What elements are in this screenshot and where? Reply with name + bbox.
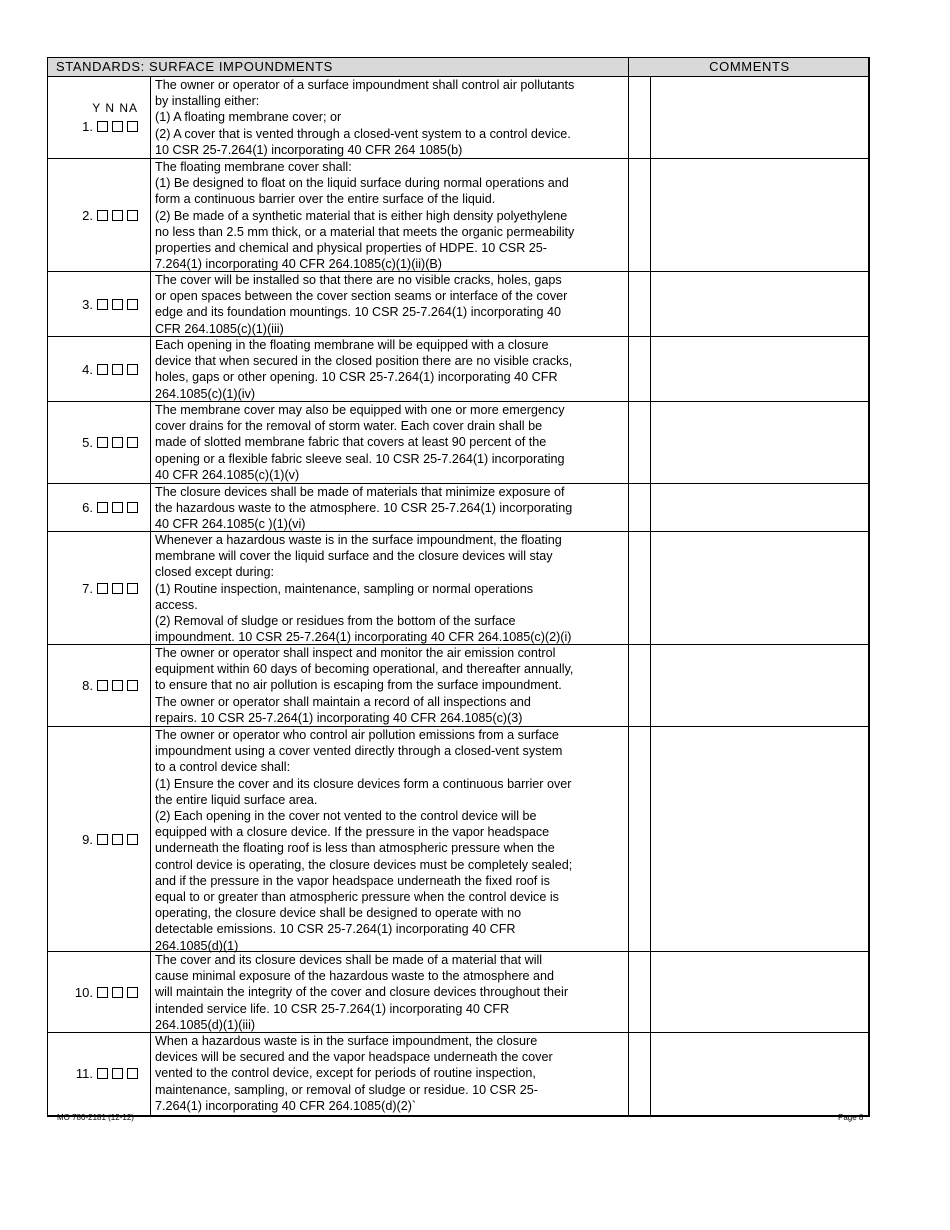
blank-cell: [628, 402, 651, 483]
table-row: [48, 272, 868, 337]
table-row: [48, 77, 868, 159]
text-line: The cover will be installed so that there are no visible cracks, holes, gaps: [155, 273, 562, 287]
blank-cell: [628, 952, 651, 1032]
checkbox-na[interactable]: [127, 680, 138, 691]
checkbox-cell: [48, 337, 151, 401]
item-number: 2.: [82, 207, 93, 223]
blank-cell: [628, 159, 651, 271]
text-line: (2) Be made of a synthetic material that is either high density polyethylene: [155, 208, 568, 223]
text-line: opening or a flexible fabric sleeve seal. 10 CSR 25-7.264(1) incorporating: [155, 451, 565, 466]
blank-cell: [628, 77, 651, 158]
text-line: The cover and its closure devices shall be made of a material that will: [155, 953, 543, 967]
ynna-labels: Y N NA: [92, 101, 138, 115]
checkbox-no[interactable]: [112, 1068, 123, 1079]
blank-cell: [628, 645, 651, 726]
checkbox-yes[interactable]: [97, 834, 108, 845]
checkbox-no[interactable]: [112, 987, 123, 998]
table-row: [48, 645, 868, 727]
checkbox-no[interactable]: [112, 299, 123, 310]
text-line: no less than 2.5 mm thick, or a material that meets the organic permeability: [155, 224, 575, 239]
comments-field[interactable]: [650, 76, 651, 1115]
item-number: 9.: [82, 831, 93, 847]
text-line: cause minimal exposure of the hazardous waste to the atmosphere and: [155, 969, 555, 984]
checkbox-na[interactable]: [127, 299, 138, 310]
checkbox-no[interactable]: [112, 364, 123, 375]
text-line: cover drains for the removal of storm water. Each cover drain shall be: [155, 419, 543, 434]
text-line: equipped with a closure device. If the pressure in the vapor headspace: [155, 825, 550, 840]
text-line: 7.264(1) incorporating 40 CFR 264.1085(d)(2)`: [155, 1098, 417, 1113]
checkbox-cell: [48, 484, 151, 531]
item-number: 10.: [74, 984, 93, 1000]
text-line: the entire liquid surface area.: [155, 792, 318, 807]
checkbox-cell: [48, 77, 151, 158]
requirement-text: [155, 402, 627, 483]
table-row: [48, 484, 868, 532]
blank-cell: [628, 484, 651, 531]
text-line: closed except during:: [155, 565, 275, 580]
text-line: edge and its foundation mountings. 10 CSR 25-7.264(1) incorporating 40: [155, 305, 562, 320]
text-line: impoundment. 10 CSR 25-7.264(1) incorporating 40 CFR 264.1085(c)(2)(i): [155, 630, 572, 645]
text-line: The owner or operator shall inspect and monitor the air emission control: [155, 646, 556, 660]
checkbox-yes[interactable]: [97, 437, 108, 448]
checkbox-cell: [48, 952, 151, 1032]
text-line: or open spaces between the cover section seams or interface of the cover: [155, 289, 568, 304]
table-row: [48, 532, 868, 645]
checkbox-no[interactable]: [112, 583, 123, 594]
text-line: underneath the floating roof is less than atmospheric pressure when the: [155, 841, 555, 856]
text-line: form a continuous barrier over the entire surface of the liquid.: [155, 192, 496, 207]
checkbox-cell: [48, 402, 151, 483]
blank-cell: [628, 337, 651, 401]
checkbox-yes[interactable]: [97, 121, 108, 132]
checkbox-no[interactable]: [112, 502, 123, 513]
text-line: membrane will cover the liquid surface and the closure devices will stay: [155, 549, 553, 564]
blank-cell: [628, 727, 651, 951]
item-number: 4.: [82, 361, 93, 377]
text-line: 40 CFR 264.1085(c)(1)(v): [155, 467, 300, 482]
text-line: the hazardous waste to the atmosphere. 10 CSR 25-7.264(1) incorporating: [155, 501, 573, 516]
checkbox-na[interactable]: [127, 1068, 138, 1079]
item-number: 5.: [82, 435, 93, 450]
text-line: The owner or operator shall maintain a record of all inspections and: [155, 694, 531, 709]
standards-table: [47, 57, 870, 1117]
text-line: (1) Ensure the cover and its closure devices form a continuous barrier over: [155, 776, 572, 791]
form-number: MO 780-2181 (12-12): [57, 1113, 134, 1122]
text-line: (1) Routine inspection, maintenance, sampling or normal operations: [155, 581, 534, 596]
checkbox-yes[interactable]: [97, 210, 108, 221]
text-line: 264.1085(c)(1)(iv): [155, 386, 256, 401]
table-header: [48, 58, 868, 77]
checkbox-na[interactable]: [127, 987, 138, 998]
checkbox-yes[interactable]: [97, 364, 108, 375]
item-number: 6.: [82, 500, 93, 515]
checkbox-yes[interactable]: [97, 583, 108, 594]
item-number: 8.: [82, 678, 93, 693]
requirement-text: [155, 532, 627, 645]
checkbox-na[interactable]: [127, 502, 138, 513]
blank-cell: [628, 272, 651, 336]
text-line: repairs. 10 CSR 25-7.264(1) incorporating 40 CFR 264.1085(c)(3): [155, 710, 523, 725]
checkbox-cell: [48, 727, 151, 951]
text-line: to a control device shall:: [155, 760, 291, 775]
text-line: (2) Removal of sludge or residues from the bottom of the surface: [155, 614, 516, 629]
text-line: detectable emissions. 10 CSR 25-7.264(1) incorporating 40 CFR: [155, 922, 516, 937]
checkbox-na[interactable]: [127, 121, 138, 132]
item-number: 11.: [75, 1066, 93, 1081]
text-line: When a hazardous waste is in the surface impoundment, the closure: [155, 1034, 538, 1048]
text-line: control device is operating, the closure devices must be completely sealed;: [155, 857, 573, 872]
checkbox-cell: [48, 272, 151, 336]
checkbox-no[interactable]: [112, 680, 123, 691]
checkbox-cell: [48, 532, 151, 644]
requirement-text: [155, 159, 627, 272]
checkbox-no[interactable]: [112, 437, 123, 448]
text-line: 10 CSR 25-7.264(1) incorporating 40 CFR 264 1085(b): [155, 142, 463, 157]
table-row: [48, 727, 868, 952]
text-line: device that when secured in the closed position there are no visible cracks,: [155, 354, 573, 369]
table-row: [48, 952, 868, 1033]
comments-header: COMMENTS: [628, 58, 870, 76]
checkbox-cell: [48, 1033, 151, 1115]
text-line: impoundment using a cover vented directly through a closed-vent system: [155, 744, 563, 759]
item-number: 1.: [82, 119, 93, 134]
requirement-text: [155, 1033, 627, 1114]
text-line: Each opening in the floating membrane will be equipped with a closure: [155, 338, 549, 352]
requirement-text: [155, 337, 627, 402]
text-line: The closure devices shall be made of materials that minimize exposure of: [155, 485, 565, 499]
table-row: [48, 1033, 868, 1115]
checkbox-na[interactable]: [127, 834, 138, 845]
requirement-text: [155, 77, 627, 158]
text-line: operating, the closure device shall be designed to operate with no: [155, 906, 522, 921]
text-line: devices will be secured and the vapor headspace underneath the cover: [155, 1050, 553, 1065]
checkbox-yes[interactable]: [97, 987, 108, 998]
text-line: 264.1085(d)(1)(iii): [155, 1017, 256, 1032]
rows: [48, 77, 868, 1115]
item-number: 3.: [82, 296, 93, 312]
text-line: 7.264(1) incorporating 40 CFR 264.1085(c)(1)(ii)(B): [155, 257, 442, 272]
blank-cell: [628, 1033, 651, 1115]
page-number: Page 8: [838, 1113, 864, 1122]
text-line: equipment within 60 days of becoming operational, and thereafter annually,: [155, 662, 574, 677]
text-line: The membrane cover may also be equipped with one or more emergency: [155, 403, 565, 417]
text-line: made of slotted membrane fabric that covers at least 90 percent of the: [155, 435, 547, 450]
text-line: access.: [155, 597, 198, 612]
checkbox-na[interactable]: [127, 210, 138, 221]
text-line: The owner or operator who control air pollution emissions from a surface: [155, 728, 559, 742]
checkbox-yes[interactable]: [97, 1068, 108, 1079]
text-line: 40 CFR 264.1085(c )(1)(vi): [155, 517, 306, 532]
checkbox-no[interactable]: [112, 121, 123, 132]
checkbox-yes[interactable]: [97, 680, 108, 691]
requirement-text: [155, 272, 627, 337]
checkbox-yes[interactable]: [97, 502, 108, 513]
checkbox-na[interactable]: [127, 437, 138, 448]
text-line: maintenance, sampling, or removal of sludge or residue. 10 CSR 25-: [155, 1082, 538, 1097]
text-line: by installing either:: [155, 94, 260, 109]
requirement-text: [155, 484, 627, 533]
text-line: and if the pressure in the vapor headspace underneath the fixed roof is: [155, 873, 550, 888]
text-line: vented to the control device, except for periods of routine inspection,: [155, 1066, 536, 1081]
text-line: holes, gaps or other opening. 10 CSR 25-7.264(1) incorporating 40 CFR: [155, 370, 558, 385]
checkbox-na[interactable]: [127, 583, 138, 594]
text-line: (2) A cover that is vented through a closed-vent system to a control device.: [155, 126, 571, 141]
text-line: The owner or operator of a surface impoundment shall control air pollutants: [155, 78, 575, 92]
item-number: 7.: [82, 580, 93, 596]
text-line: (1) A floating membrane cover; or: [155, 110, 342, 125]
blank-cell: [628, 532, 651, 644]
checkbox-no[interactable]: [112, 834, 123, 845]
requirement-text: [155, 952, 627, 1033]
text-line: CFR 264.1085(c)(1)(iii): [155, 321, 284, 336]
text-line: (1) Be designed to float on the liquid surface during normal operations and: [155, 176, 569, 191]
text-line: will maintain the integrity of the cover and closure devices throughout their: [155, 985, 569, 1000]
text-line: intended service life. 10 CSR 25-7.264(1) incorporating 40 CFR: [155, 1001, 510, 1016]
text-line: 264.1085(d)(1): [155, 938, 239, 953]
text-line: (2) Each opening in the cover not vented to the control device will be: [155, 809, 537, 824]
checkbox-no[interactable]: [112, 210, 123, 221]
table-row: [48, 402, 868, 484]
checkbox-yes[interactable]: [97, 299, 108, 310]
requirement-text: [155, 727, 627, 954]
table-row: [48, 159, 868, 272]
text-line: The floating membrane cover shall:: [155, 160, 352, 174]
table-row: [48, 337, 868, 402]
checkbox-cell: [48, 645, 151, 726]
text-line: Whenever a hazardous waste is in the surface impoundment, the floating: [155, 533, 562, 547]
text-line: properties and chemical and physical properties of HDPE. 10 CSR 25-: [155, 241, 547, 256]
text-line: to ensure that no air pollution is escaping from the surface impoundment.: [155, 678, 562, 693]
checkbox-na[interactable]: [127, 364, 138, 375]
text-line: equal to or greater than atmospheric pressure when the control device is: [155, 890, 559, 905]
requirement-text: [155, 645, 627, 726]
section-title: STANDARDS: SURFACE IMPOUNDMENTS: [56, 59, 333, 74]
checkbox-cell: [48, 159, 151, 271]
